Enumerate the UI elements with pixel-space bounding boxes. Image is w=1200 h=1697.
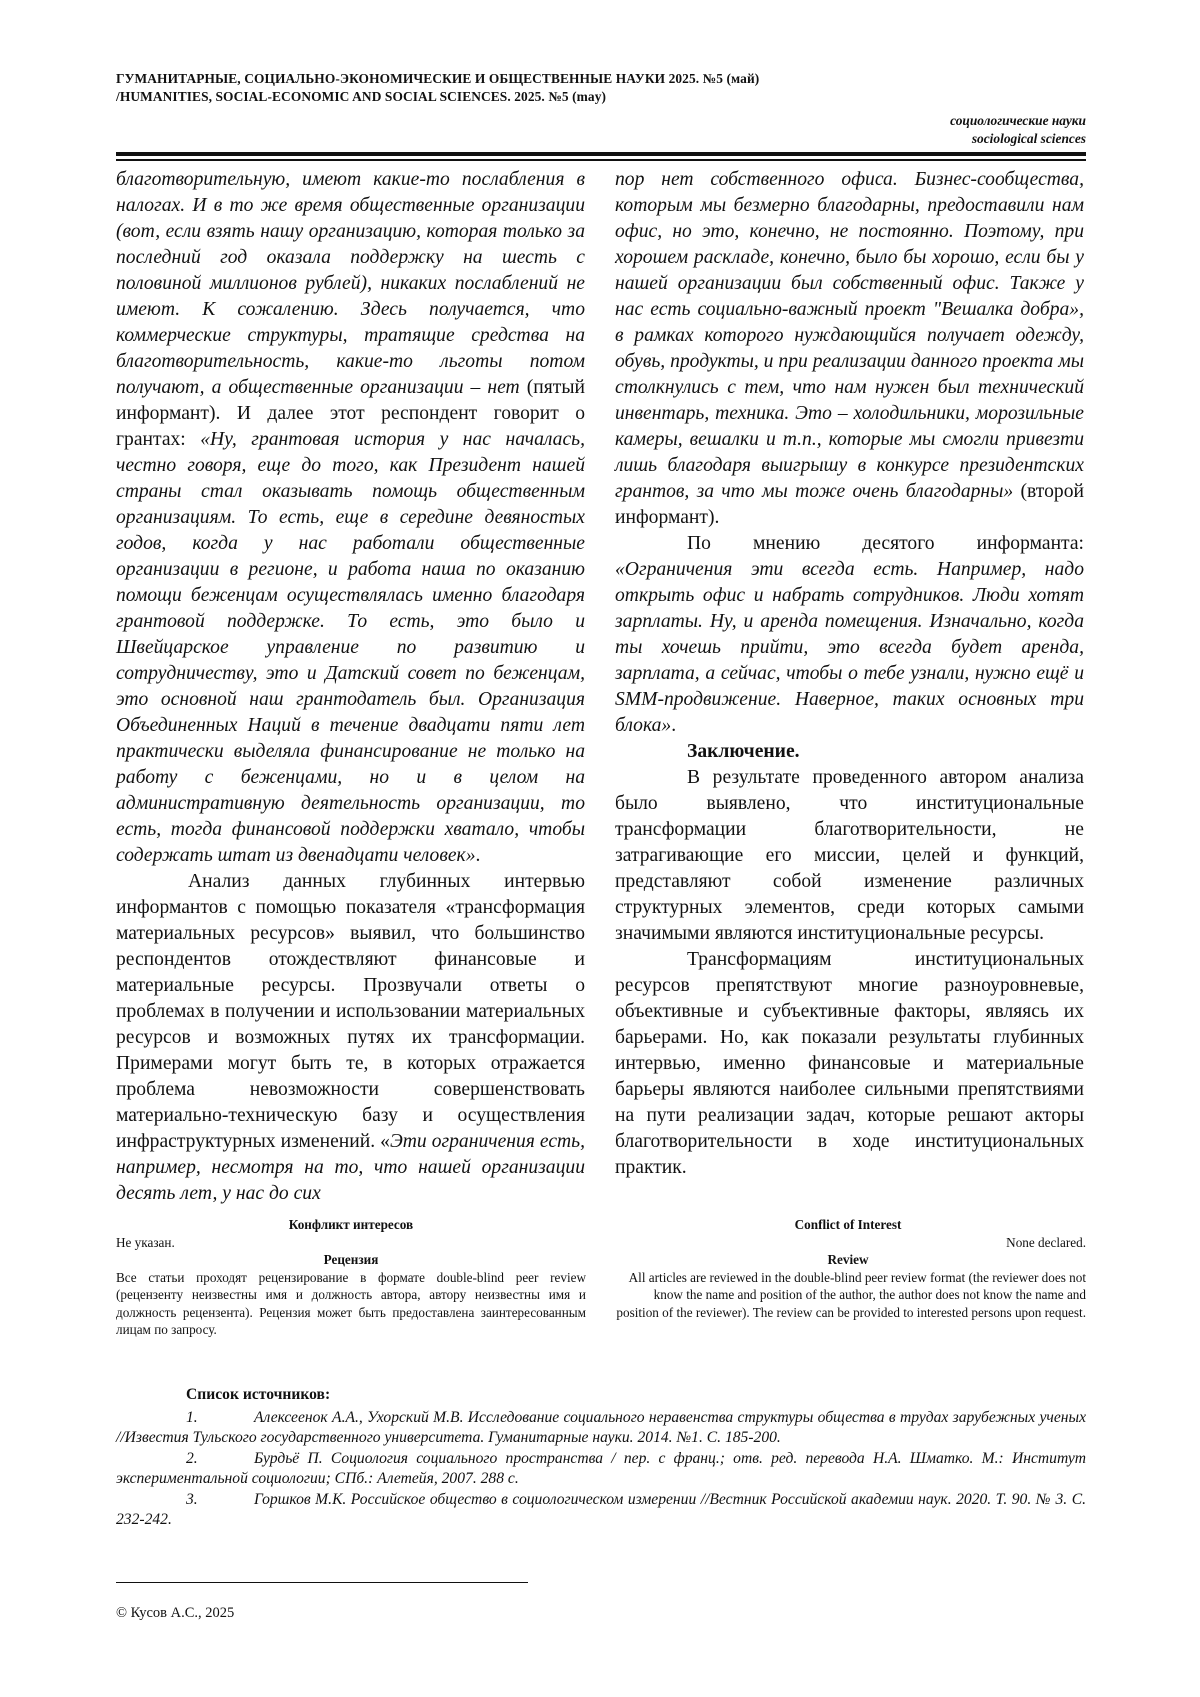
reference-item <box>116 1408 1086 1449</box>
conclusion-heading: Заключение. <box>687 741 800 762</box>
journal-header <box>116 70 1086 146</box>
quote-second-informant: пор нет собственного офиса. Бизнес-сообщества, которым мы безмерно благодарны, предоставили нам офис, но это, конечно, не постоянно. Поэтому, при хорошем раскладе, конечно, было бы хорошо, если бы у нашей организации был собственный офис. Также у нас есть социально-важный проект "Вешалка добра», в рамках которого нуждающийся получает одежду, обувь, продукты, и при реализации данного проекта мы столкнулись с тем, что нам нужен был технический инвентарь, техника. Это – холодильники, морозильные камеры, вешалки и т.п., которые мы смогли привезти лишь благодаря выигрышу в конкурсе президентских грантов, за что мы тоже очень благодарны» <box>615 169 1084 502</box>
text-segment: По мнению десятого информанта: <box>687 533 1084 554</box>
section-tag <box>950 112 1086 148</box>
text-segment: . <box>475 845 481 866</box>
review-title-ru: Рецензия <box>323 1252 379 1267</box>
left-paragraph-2 <box>116 869 585 1207</box>
review-text-en: All articles are reviewed in the double-blind peer review format (the reviewer does not know the name and position of the author, the author does not know the name and position of the reviewer). The review can be provided to interested persons upon request. <box>616 1269 1086 1320</box>
conflict-text-ru: Не указан. <box>116 1234 175 1250</box>
reference-text: Бурдьё П. Социология социального пространства / пер. с франц.; отв. ред. перевода Н.А. Шматко. М.: Институт экспериментальной социологии; СПб.: Алетейя, 2007. 288 с. <box>116 1449 1086 1487</box>
reference-item <box>116 1490 1086 1531</box>
text-segment: (второй информант). <box>615 481 1084 528</box>
right-column <box>615 167 1084 1181</box>
header-rule-thick <box>116 152 1086 156</box>
quote-office: Эти ограничения есть, например, несмотря на то, что нашей организации десять лет, у нас до сих <box>116 1131 585 1204</box>
journal-title-en: /HUMANITIES, SOCIAL-ECONOMIC AND SOCIAL SCIENCES. 2025. №5 (may) <box>116 89 607 104</box>
reference-text: Алексеенок А.А., Ухорский М.В. Исследование социального неравенства структуры общества в трудах зарубежных ученых //Известия Тульского государственного университета. Гуманитарные науки. 2014. №1. С. 185-200. <box>116 1408 1086 1446</box>
reference-number: 1. <box>186 1408 198 1426</box>
conflict-title-en: Conflict of Interest <box>794 1217 902 1232</box>
reference-number: 3. <box>186 1490 198 1508</box>
reference-text: Горшков М.К. Российское общество в социологическом измерении //Вестник Российской академии наук. 2020. Т. 90. № 3. С. 232-242. <box>116 1490 1086 1528</box>
copyright: © Кусов А.С., 2025 <box>116 1605 235 1621</box>
review-text-ru: Все статьи проходят рецензирование в формате double-blind peer review (рецензенту неизвестны имя и должность автора, автору неизвестны имя и должность рецензента). Рецензия может быть предоставлена заинтересованным лицам по запросу. <box>116 1269 586 1337</box>
quote-tenth-informant: «Ограничения эти всегда есть. Например, надо открыть офис и набрать сотрудников. Люди хотят зарплаты. Ну, и аренда помещения. Изначально, когда ты хочешь прийти, это всегда будет аренда, зарплата, а сейчас, чтобы о тебе узнали, нужно ещё и SMM-продвижение. Наверное, таких основных три блока» <box>615 559 1084 736</box>
journal-title-ru: ГУМАНИТАРНЫЕ, СОЦИАЛЬНО-ЭКОНОМИЧЕСКИЕ И ОБЩЕСТВЕННЫЕ НАУКИ 2025. №5 (май) <box>116 71 760 86</box>
notes-en <box>610 1216 1086 1321</box>
reference-number: 2. <box>186 1449 198 1467</box>
quote-grants: «Ну, грантовая история у нас началась, честно говоря, еще до того, как Президент нашей страны стал оказывать помощь общественным организациям. То есть, еще в середине девяностых годов, когда у нас работали общественные организации в регионе, и работа наша по оказанию помощи беженцам осуществлялась именно благодаря грантовой поддержке. То есть, это было и Швейцарское управление по развитию и сотрудничеству, это и Датский совет по беженцам, это основной наш грантодатель был. Организация Объединенных Наций в течение двадцати пяти лет практически выделяла финансирование не только на работу с беженцами, но и в целом на административную деятельность организации, то есть, тогда финансовой поддержки хватало, чтобы содержать штат из двенадцати человек» <box>116 429 585 866</box>
footnote-rule <box>116 1582 528 1583</box>
conflict-title-ru: Конфликт интересов <box>288 1217 414 1232</box>
quote-fifth-informant: благотворительную, имеют какие-то послабления в налогах. И в то же время общественные организации (вот, если взять нашу организацию, которая только за последний год оказала поддержку на шесть с половиной миллионов рублей), никаких послаблений не имеют. К сожалению. Здесь получается, что коммерческие структуры, тратящие средства на благотворительность, какие-то льготы потом получают, а общественные организации – нет <box>116 169 585 398</box>
right-paragraph-2 <box>615 531 1084 739</box>
text-segment: (пятый информант). И далее этот респондент говорит о грантах: <box>116 377 585 450</box>
text-segment: . <box>671 715 677 736</box>
conclusion-paragraph-2: Трансформациям институциональных ресурсов препятствуют многие разноуровневые, объективные и субъективные факторы, являясь их барьерами. Но, как показали результаты глубинных интервью, именно финансовые и материальные барьеры являются наиболее сильными препятствиями на пути реализации задач, которые решают акторы благотворительности в ходе институциональных практик. <box>615 949 1084 1178</box>
left-column <box>116 167 585 1207</box>
references-title: Список источников: <box>186 1386 331 1403</box>
section-ru: социологические науки <box>950 113 1086 128</box>
header-rule-thin <box>116 159 1086 161</box>
left-paragraph-1 <box>116 167 585 869</box>
conclusion-paragraph-1: В результате проведенного автором анализа было выявлено, что институциональные трансформации благотворительности, не затрагивающие его миссии, целей и функций, представляют собой изменение различных структурных элементов, среди которых самыми значимыми являются институциональные ресурсы. <box>615 767 1084 944</box>
reference-item <box>116 1449 1086 1490</box>
right-paragraph-1 <box>615 167 1084 531</box>
section-en: sociological sciences <box>971 131 1086 146</box>
conflict-text-en: None declared. <box>1006 1234 1086 1250</box>
references <box>116 1385 1086 1531</box>
text-segment: Анализ данных глубинных интервью информантов с помощью показателя «трансформация материальных ресурсов» выявил, что большинство респондентов отождествляют финансовые и материальные ресурсы. Прозвучали ответы о проблемах в получении и использовании материальных ресурсов и возможных путях их трансформации. Примерами могут быть те, в которых отражается проблема невозможности совершенствовать материально-техническую базу и осуществления инфраструктурных изменений. « <box>116 871 585 1152</box>
review-title-en: Review <box>827 1252 869 1267</box>
notes-ru <box>116 1216 586 1339</box>
